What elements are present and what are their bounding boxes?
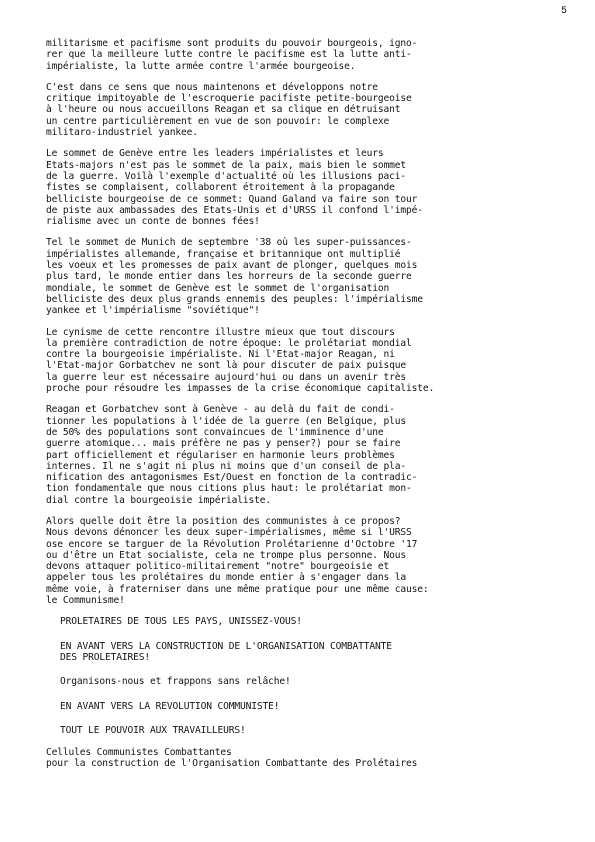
text-line: impérialistes allemande, française et britannique ont multiplié: [46, 248, 401, 260]
slogan: [60, 641, 560, 664]
text-line: de la guerre. Voilà l'exemple d'actualité où les illusions paci-: [46, 170, 407, 182]
slogan: [60, 701, 560, 712]
text-line: ou d'être un Etat socialiste, cela ne trompe plus personne. Nous: [46, 549, 407, 561]
text-line: tionner les populations à l'idée de la guerre (en Belgique, plus: [46, 415, 407, 427]
paragraph: [46, 327, 560, 395]
paragraph: [46, 237, 560, 316]
text-line: internes. Il ne s'agit ni plus ni moins que d'un conseil de pla-: [46, 460, 407, 472]
slogan-list: [60, 616, 560, 736]
text-line: guerre atomique... mais préfère ne pas y penser?) pour se faire: [46, 438, 401, 450]
text-line: Le sommet de Genève entre les leaders impérialistes et leurs: [46, 148, 384, 160]
text-line: Etats-majors n'est pas le sommet de la paix, mais bien le sommet: [46, 159, 407, 171]
paragraph: [46, 516, 560, 606]
text-line: le Communisme!: [46, 595, 125, 607]
text-line: Alors quelle doit être la position des communistes à ce propos?: [46, 515, 401, 527]
text-line: rialisme avec un conte de bonnes fées!: [46, 216, 260, 228]
text-line: dial contre la bourgeoisie impérialiste.: [46, 494, 272, 506]
paragraph: [46, 82, 560, 138]
text-line: mondiale, le sommet de Genève est le sommet de l'organisation: [46, 282, 390, 294]
paragraph: [46, 148, 560, 227]
signature-line: pour la construction de l'Organisation Combattante des Prolétaires: [46, 758, 418, 770]
signature-block: [46, 747, 560, 770]
text-line: de 50% des populations sont convaincues de l'imminence d'une: [46, 426, 384, 438]
text-line: l'Etat-major Gorbatchev ne sont là pour discuter de paix puisque: [46, 360, 407, 372]
text-line: TOUT LE POUVOIR AUX TRAVAILLEURS!: [60, 724, 246, 736]
text-line: Le cynisme de cette rencontre illustre mieux que tout discours: [46, 326, 395, 338]
text-line: PROLETAIRES DE TOUS LES PAYS, UNISSEZ-VOUS!: [60, 616, 302, 628]
text-line: devons attaquer politico-militairement "notre" bourgeoisie et: [46, 561, 390, 573]
text-line: appeler tous les prolétaires du monde entier à s'engager dans la: [46, 572, 407, 584]
text-line: la guerre leur est nécessaire aujourd'hui ou dans un avenir très: [46, 371, 407, 383]
text-line: militaro-industriel yankee.: [46, 127, 198, 139]
paragraph: [46, 404, 560, 506]
text-line: Organisons-nous et frappons sans relâche!: [60, 676, 291, 688]
text-line: à l'heure ou nous accueillons Reagan et sa clique en détruisant: [46, 104, 401, 116]
text-line: de piste aux ambassades des Etats-Unis et d'URSS il confond l'impé-: [46, 204, 423, 216]
slogan: [60, 676, 560, 687]
text-line: DES PROLETAIRES!: [60, 651, 151, 663]
text-line: proche pour résoudre les impasses de la crise économique capitaliste.: [46, 383, 435, 395]
text-line: part officiellement et régulariser en harmonie leurs problèmes: [46, 449, 395, 461]
text-line: les voeux et les promesses de paix avant de plonger, quelques mois: [46, 260, 418, 272]
text-line: plus tard, le monde entier dans les horreurs de la seconde guerre: [46, 271, 412, 283]
text-line: ose encore se targuer de la Révolution Prolétarienne d'Octobre '17: [46, 538, 418, 550]
paragraph: [46, 38, 560, 72]
text-line: yankee et l'impérialisme "soviétique"!: [46, 305, 260, 317]
text-line: contre la bourgeoisie impérialiste. Ni l'Etat-major Reagan, ni: [46, 349, 395, 361]
text-line: critique impitoyable de l'escroquerie pacifiste petite-bourgeoise: [46, 93, 412, 105]
text-line: Tel le sommet de Munich de septembre '38 où les super-puissances-: [46, 237, 412, 249]
text-line: C'est dans ce sens que nous maintenons et développons notre: [46, 81, 378, 93]
paragraph-list: [46, 38, 560, 606]
text-line: belliciste bourgeoise de ce sommet: Quand Galand va faire son tour: [46, 193, 418, 205]
text-line: belliciste des deux plus grands ennemis des peuples: l'impérialisme: [46, 293, 423, 305]
text-line: même voie, à fraterniser dans une même pratique pour une même cause:: [46, 583, 429, 595]
text-line: EN AVANT VERS LA CONSTRUCTION DE L'ORGANISATION COMBATTANTE: [60, 640, 392, 652]
text-line: nification des antagonismes Est/Ouest en fonction de la contradic-: [46, 472, 418, 484]
slogan: [60, 616, 560, 627]
text-line: militarisme et pacifisme sont produits du pouvoir bourgeois, igno-: [46, 38, 418, 49]
text-line: Nous devons dénoncer les deux super-impérialismes, même si l'URSS: [46, 527, 412, 539]
text-line: EN AVANT VERS LA REVOLUTION COMMUNISTE!: [60, 700, 280, 712]
text-line: tion fondamentale que nous citions plus haut: le prolétariat mon-: [46, 483, 412, 495]
text-line: la première contradiction de notre époque: le prolétariat mondial: [46, 337, 412, 349]
page-number: 5: [560, 6, 567, 17]
text-line: un centre particulièrement en vue de son pouvoir: le complexe: [46, 115, 390, 127]
text-line: rer que la meilleure lutte contre le pacifisme est la lutte anti-: [46, 49, 412, 61]
text-line: impérialiste, la lutte armée contre l'armée bourgeoise.: [46, 60, 356, 72]
signature-line: Cellules Communistes Combattantes: [46, 747, 232, 759]
text-line: Reagan et Gorbatchev sont à Genève - au delà du fait de condi-: [46, 404, 395, 416]
document-body: [46, 38, 560, 770]
slogan: [60, 725, 560, 736]
text-line: fistes se complaisent, collaborent étroitement à la propagande: [46, 182, 395, 194]
